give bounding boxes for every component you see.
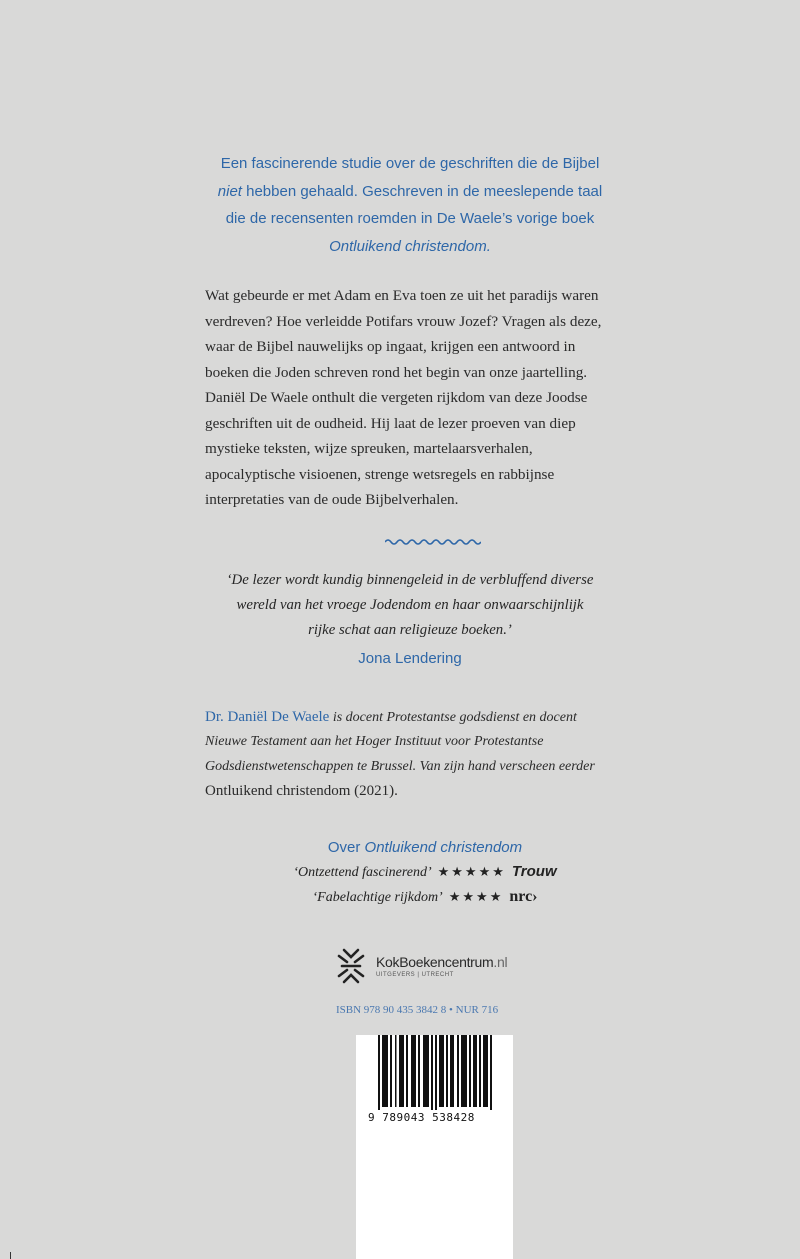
barcode-label: [356, 1035, 513, 1259]
star-rating-icon: ★★★★★: [437, 864, 506, 879]
blurb-line-2: [200, 178, 620, 206]
review-item: [250, 885, 600, 910]
star-rating-icon: ★★★★: [448, 889, 504, 904]
author-name: Dr. Daniël De Waele: [205, 709, 330, 725]
bio-text: is docent Protestantse godsdienst en docent Nieuwe Testament aan het Hoger Instituut voor Protestantse Godsdienstwetenschappen te Brussel. Van zijn hand verscheen eerder: [205, 710, 595, 774]
previous-book-year: (2021).: [350, 782, 398, 799]
review-quote: [200, 568, 620, 643]
publisher-name: [376, 954, 507, 970]
blurb-line-4: [200, 233, 620, 261]
blurb-line-2-rest: hebben gehaald. Geschreven in de meeslepende taal: [241, 182, 603, 200]
cover-blurb: [200, 150, 620, 260]
reviews-heading: [250, 836, 600, 860]
publisher-logo: [336, 948, 566, 988]
barcode-icon: [378, 1035, 493, 1110]
isbn-line: ISBN 978 90 435 3842 8 • NUR 716: [336, 1004, 499, 1016]
author-bio: [205, 705, 610, 804]
quote-line-1: ‘De lezer wordt kundig binnengeleid in de verbluffend diverse: [226, 572, 594, 588]
blurb-book-title: Ontluikend christendom.: [329, 237, 491, 255]
review-quote-text: ‘Ontzettend fascinerend’: [293, 865, 432, 880]
quote-line-3: rijke schat aan religieuze boeken.’: [308, 622, 512, 638]
publisher-subtitle: UITGEVERS | UTRECHT: [376, 972, 454, 978]
review-quote-text: ‘Fabelachtige rijkdom’: [312, 890, 443, 905]
blurb-emphasis: niet: [217, 182, 242, 200]
wave-divider-icon: [385, 537, 481, 547]
description-paragraph: Wat gebeurde er met Adam en Eva toen ze uit het paradijs waren verdreven? Hoe verleidde Potifars vrouw Jozef? Vragen als deze, waar de Bijbel nauwelijks op ingaat, krijgen een antwoord in boeken die Joden schreven rond het begin van onze jaartelling. Daniël De Waele onthult die vergeten rijkdom van deze Joodse geschriften uit de oudheid. Hij laat de lezer proeven van diep mystieke teksten, wijze spreuken, martelaarsverhalen, apocalyptische visioenen, strenge wetsregels en rabbijnse interpretaties van de oude Bijbelverhalen.: [205, 287, 602, 508]
reviews-heading-prefix: Over: [327, 839, 365, 856]
review-source: Trouw: [511, 863, 557, 880]
crop-mark: [10, 1252, 11, 1259]
review-source: nrc›: [509, 888, 538, 905]
review-item: [250, 860, 600, 885]
blurb-line-1: Een fascinerende studie over de geschriften die de Bijbel: [220, 155, 600, 172]
reviews-section: [250, 836, 600, 910]
publisher-domain: .nl: [493, 954, 508, 970]
publisher-name-text: KokBoekencentrum: [376, 954, 494, 970]
reviews-heading-title: Ontluikend christendom: [364, 839, 523, 856]
quote-author: Jona Lendering: [358, 650, 462, 667]
quote-line-2: wereld van het vroege Jodendom en haar onwaarschijnlijk: [236, 597, 584, 613]
previous-book-title: Ontluikend christendom: [205, 782, 351, 799]
barcode-number: 9 789043 538428: [368, 1111, 475, 1124]
publisher-mark-icon: [336, 948, 366, 984]
blurb-line-3: die de recensenten roemden in De Waele’s vorige boek: [225, 210, 595, 227]
